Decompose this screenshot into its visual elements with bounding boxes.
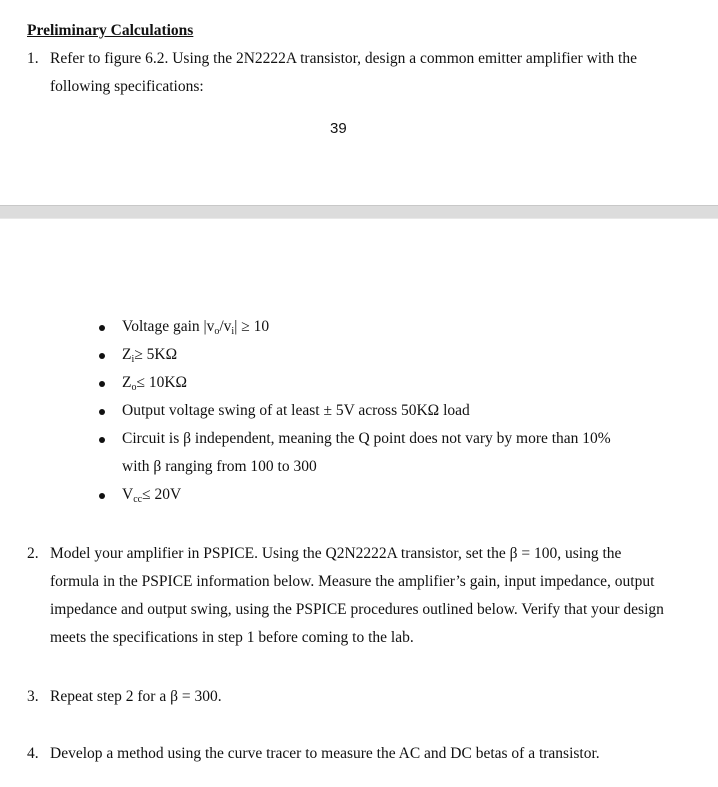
item-number: 4. bbox=[27, 745, 39, 762]
spec-output-impedance: $Z_o\le 10K\Omega$ bbox=[97, 369, 677, 397]
page-break-divider bbox=[0, 205, 718, 219]
item-text: Model your amplifier in PSPICE. Using the Q2N2222A transistor, set the β = 100, using the formula in the PSPICE information below. Measure the amplifier’s gain, input impedance, output impedance and output swing, using the PSPICE procedures outlined below. Verify that your design meets the specifications in step 1 before coming to the lab. bbox=[50, 545, 664, 646]
spec-voltage-gain: Voltage gain $|v_o/v_i| \ge 10$ bbox=[97, 313, 677, 341]
item-text: Refer to figure 6.2. Using the 2N2222A transistor, design a common emitter amplifier with the following specifications: bbox=[50, 50, 637, 95]
item-text: Repeat step 2 for a β = 300. bbox=[50, 688, 222, 705]
item-text: Develop a method using the curve tracer to measure the AC and DC betas of a transistor. bbox=[50, 745, 600, 762]
spec-supply-voltage: $V_{cc}\le 20V$ bbox=[97, 481, 677, 509]
item-number: 3. bbox=[27, 688, 39, 705]
spec-beta-independence: Circuit is β independent, meaning the Q point does not vary by more than 10% with β ranging from 100 to 300 bbox=[97, 425, 677, 481]
item-number: 2. bbox=[27, 545, 39, 562]
item-number: 1. bbox=[27, 50, 39, 67]
spec-input-impedance: $Z_i\ge 5K\Omega$ bbox=[97, 341, 677, 369]
specifications-list bbox=[97, 313, 677, 509]
spec-output-swing: Output voltage swing of at least ± 5V across 50KΩ load bbox=[97, 397, 677, 425]
section-heading: Preliminary Calculations bbox=[27, 22, 194, 39]
page-number: 39 bbox=[330, 120, 347, 137]
